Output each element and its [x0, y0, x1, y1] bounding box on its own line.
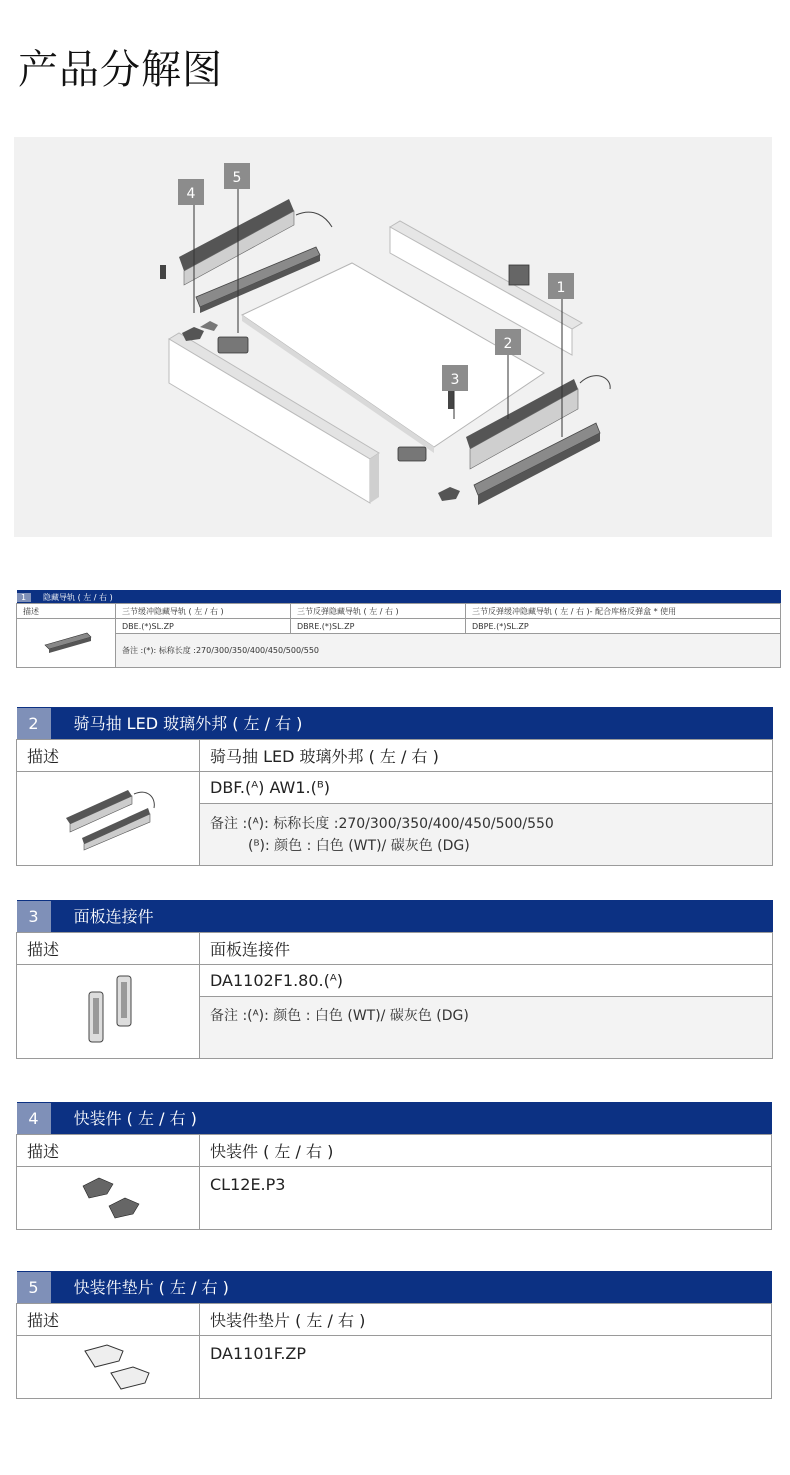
product-thumbnail: [17, 1336, 200, 1399]
description: 骑马抽 LED 玻璃外邦 ( 左 / 右 ): [200, 740, 773, 772]
page-title: 产品分解图: [18, 47, 223, 93]
desc-column-3: 三节反弹缓冲隐藏导轨 ( 左 / 右 )- 配合库格反弹盒 * 使用: [466, 604, 781, 619]
svg-text:2: 2: [503, 336, 513, 352]
product-thumbnail: [17, 965, 200, 1059]
note-line-1: 备注 :(ᴬ): 标称长度 :270/300/350/400/450/500/550: [210, 815, 554, 832]
desc-label: 描述: [17, 933, 200, 965]
code-3: DBPE.(*)SL.ZP: [466, 619, 781, 634]
spec-table-3: [16, 900, 773, 1059]
product-code: DA1101F.ZP: [200, 1336, 772, 1399]
table-title: 骑马抽 LED 玻璃外邦 ( 左 / 右 ): [73, 714, 303, 733]
table-title: 快装件垫片 ( 左 / 右 ): [73, 1278, 229, 1297]
runner-icon: [39, 629, 99, 655]
left-side-panel: [179, 199, 294, 271]
svg-text:5: 5: [232, 170, 242, 186]
product-code: DA1102F1.80.(ᴬ): [200, 965, 773, 997]
front-connector-icon: [63, 970, 163, 1050]
desc-column-1: 三节缓冲隐藏导轨 ( 左 / 右 ): [116, 604, 291, 619]
table-number: 1: [17, 593, 31, 602]
clip-shim-icon: [63, 1337, 163, 1393]
note-line-2: (ᴮ): 颜色 : 白色 (WT)/ 碳灰色 (DG): [248, 837, 470, 854]
svg-text:4: 4: [186, 186, 196, 202]
table-number: 2: [17, 708, 51, 739]
product-thumbnail: [17, 619, 116, 668]
table-title: 隐藏导轨 ( 左 / 右 ): [43, 592, 113, 602]
glass-side-icon: [58, 782, 168, 852]
svg-text:1: 1: [556, 280, 566, 296]
desc-column-2: 三节反弹隐藏导轨 ( 左 / 右 ): [291, 604, 466, 619]
exploded-view-diagram: [14, 137, 772, 537]
note: 备注 :(*): 标称长度 :270/300/350/400/450/500/550: [116, 634, 781, 668]
desc-label: 描述: [17, 740, 200, 772]
code-1: DBE.(*)SL.ZP: [116, 619, 291, 634]
description: 快装件 ( 左 / 右 ): [200, 1135, 772, 1167]
description: 面板连接件: [200, 933, 773, 965]
spec-table-2: [16, 707, 773, 866]
callout-3: [442, 365, 468, 391]
spec-table-1: [16, 590, 781, 668]
description: 快装件垫片 ( 左 / 右 ): [200, 1304, 772, 1336]
product-thumbnail: [17, 772, 200, 866]
callout-5: [224, 163, 250, 189]
spec-table-5: [16, 1271, 772, 1399]
product-code: DBF.(ᴬ) AW1.(ᴮ): [200, 772, 773, 804]
code-2: DBRE.(*)SL.ZP: [291, 619, 466, 634]
table-number: 5: [17, 1272, 51, 1303]
spec-table-4: [16, 1102, 772, 1230]
desc-label: 描述: [17, 1135, 200, 1167]
table-title: 快装件 ( 左 / 右 ): [73, 1109, 197, 1128]
desc-label: 描述: [17, 604, 116, 619]
product-thumbnail: [17, 1167, 200, 1230]
callout-1: [548, 273, 574, 299]
table-number: 3: [17, 901, 51, 932]
table-number: 4: [17, 1103, 51, 1134]
callout-4: [178, 179, 204, 205]
desc-label: 描述: [17, 1304, 200, 1336]
table-title: 面板连接件: [73, 907, 154, 926]
product-code: CL12E.P3: [200, 1167, 772, 1230]
svg-text:3: 3: [450, 372, 460, 388]
note-line-1: 备注 :(ᴬ): 颜色 : 白色 (WT)/ 碳灰色 (DG): [210, 1008, 469, 1024]
quick-clip-icon: [63, 1168, 163, 1224]
callout-2: [495, 329, 521, 355]
